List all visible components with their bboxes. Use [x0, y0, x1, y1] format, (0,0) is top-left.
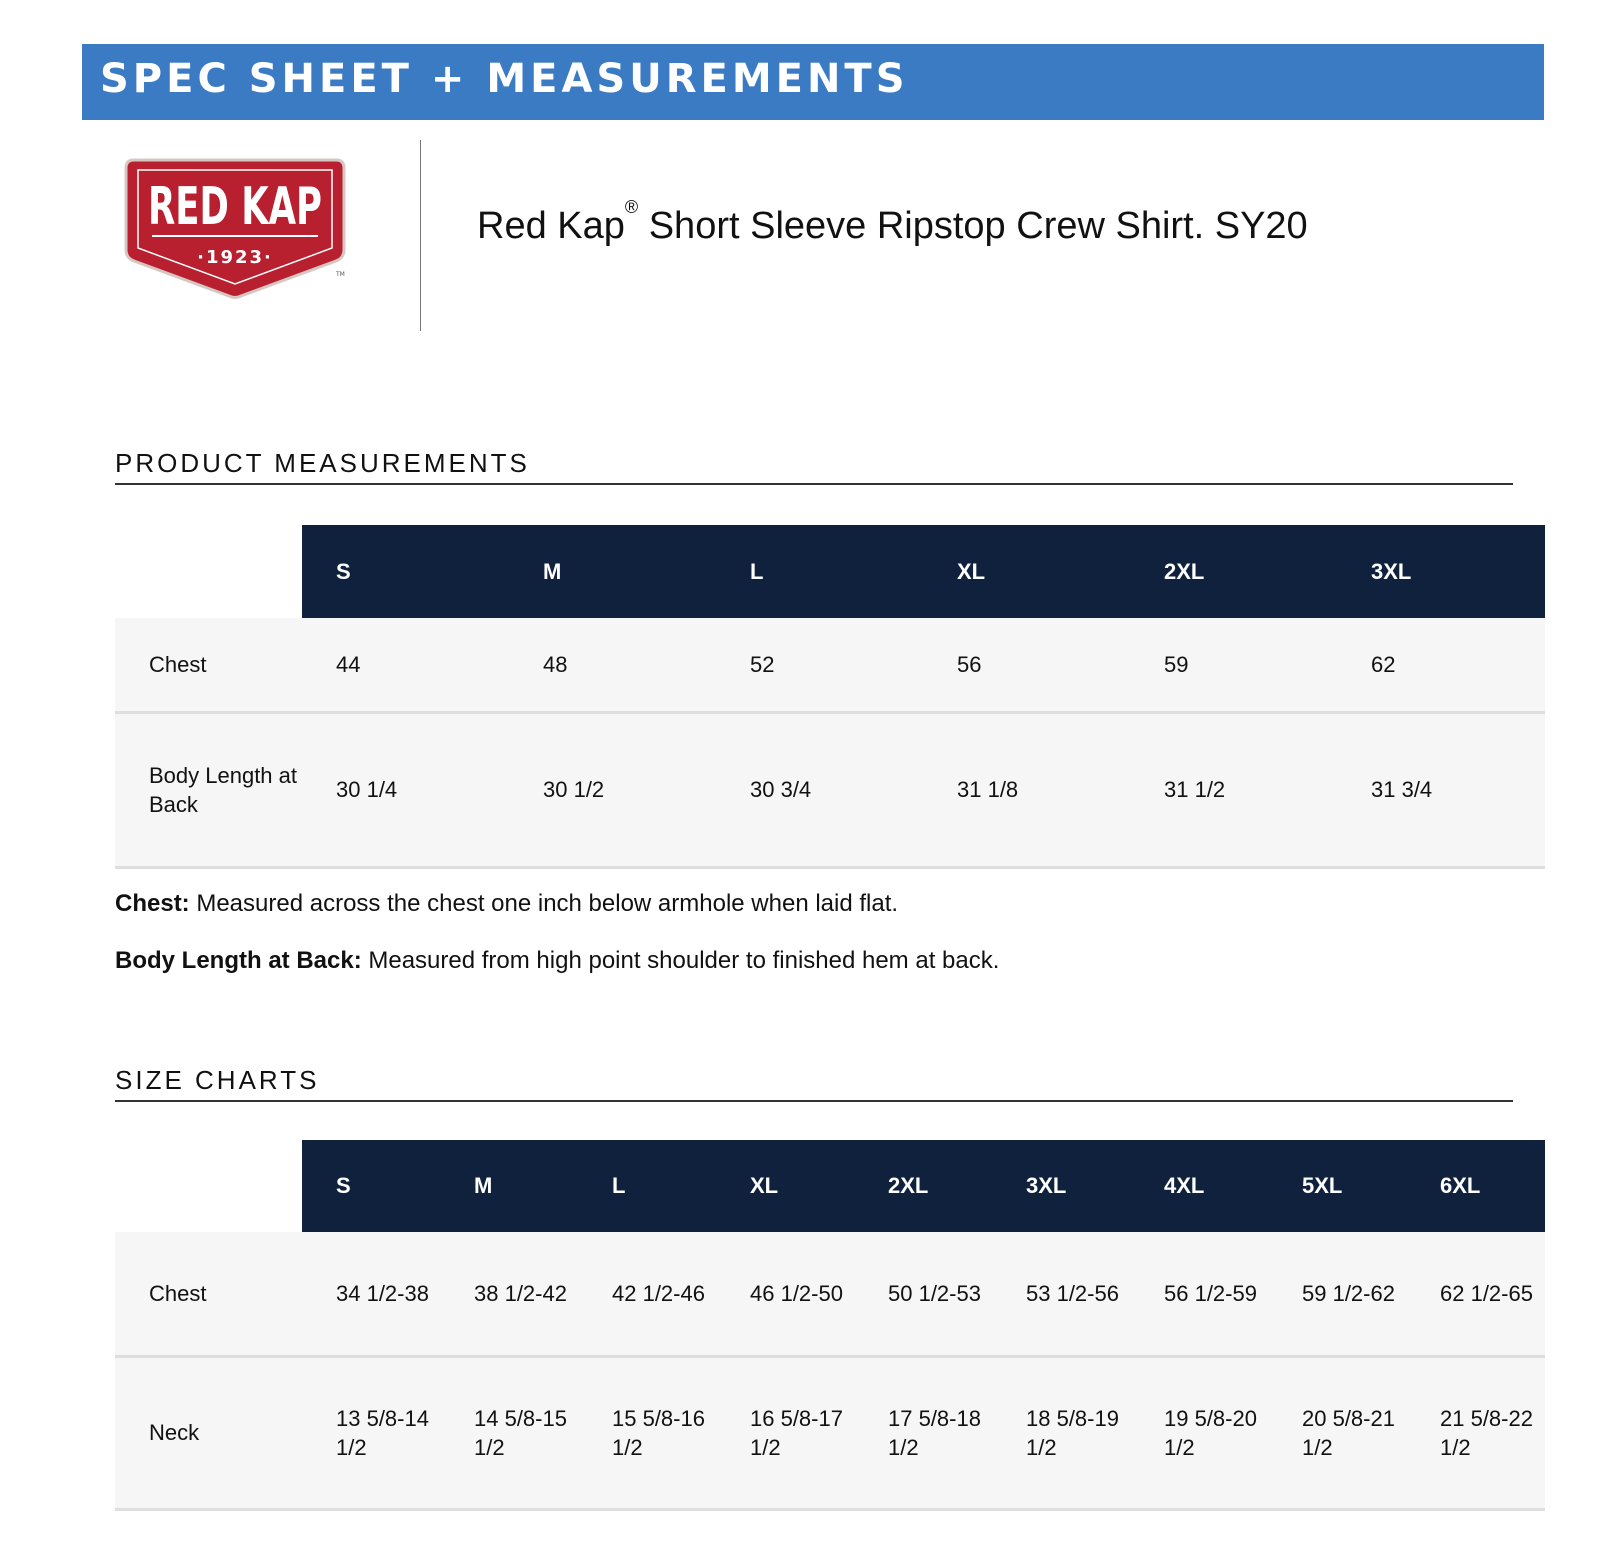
table-cell: 17 5/8-18 1/2: [854, 1356, 992, 1509]
banner-title: SPEC SHEET + MEASUREMENTS: [100, 56, 909, 102]
note-body-length: [115, 947, 1515, 975]
size-header-s: S: [302, 525, 509, 618]
table-cell: 53 1/2-56: [992, 1232, 1130, 1356]
table-header-row: [115, 1140, 1545, 1232]
header-corner: [115, 525, 302, 618]
note-text: Measured across the chest one inch below armhole when laid flat.: [189, 890, 899, 917]
note-chest: [115, 890, 1515, 918]
size-header-3xl: 3XL: [992, 1140, 1130, 1232]
table-cell: 30 1/4: [302, 712, 509, 867]
product-title: [477, 197, 1308, 248]
row-label-neck: Neck: [115, 1356, 302, 1509]
table-cell: 62: [1337, 618, 1545, 712]
product-measurements-table: [115, 525, 1545, 869]
red-kap-logo: [124, 158, 346, 302]
table-cell: 13 5/8-14 1/2: [302, 1356, 440, 1509]
table-cell: 31 3/4: [1337, 712, 1545, 867]
product-measurements-heading: PRODUCT MEASUREMENTS: [115, 448, 1513, 485]
size-header-xl: XL: [716, 1140, 854, 1232]
header-divider: [420, 140, 421, 331]
table-cell: 30 1/2: [509, 712, 716, 867]
table-row: [115, 1356, 1545, 1509]
row-label-chest: Chest: [115, 1232, 302, 1356]
table-header-row: [115, 525, 1545, 618]
table-cell: 59: [1130, 618, 1337, 712]
table-row: [115, 1232, 1545, 1356]
table-cell: 38 1/2-42: [440, 1232, 578, 1356]
note-text: Measured from high point shoulder to finished hem at back.: [361, 947, 1000, 974]
note-term: Chest:: [115, 890, 190, 917]
size-header-2xl: 2XL: [1130, 525, 1337, 618]
size-header-6xl: 6XL: [1406, 1140, 1545, 1232]
table-cell: 44: [302, 618, 509, 712]
size-header-m: M: [440, 1140, 578, 1232]
table-cell: 31 1/8: [923, 712, 1130, 867]
size-charts-table: [115, 1140, 1545, 1511]
table-cell: 62 1/2-65: [1406, 1232, 1545, 1356]
size-header-2xl: 2XL: [854, 1140, 992, 1232]
size-header-l: L: [716, 525, 923, 618]
table-cell: 48: [509, 618, 716, 712]
table-cell: 31 1/2: [1130, 712, 1337, 867]
svg-text:RED KAP: RED KAP: [148, 177, 322, 237]
size-charts-heading: SIZE CHARTS: [115, 1065, 1513, 1102]
size-header-xl: XL: [923, 525, 1130, 618]
note-term: Body Length at Back:: [115, 947, 362, 974]
size-header-5xl: 5XL: [1268, 1140, 1406, 1232]
table-cell: 50 1/2-53: [854, 1232, 992, 1356]
table-cell: 18 5/8-19 1/2: [992, 1356, 1130, 1509]
measurement-notes: [115, 890, 1515, 1004]
brand-name: Red Kap: [477, 205, 625, 247]
table-cell: 56: [923, 618, 1130, 712]
table-cell: 46 1/2-50: [716, 1232, 854, 1356]
table-cell: 19 5/8-20 1/2: [1130, 1356, 1268, 1509]
table-cell: 15 5/8-16 1/2: [578, 1356, 716, 1509]
row-label-chest: Chest: [115, 618, 302, 712]
table-cell: 20 5/8-21 1/2: [1268, 1356, 1406, 1509]
size-header-s: S: [302, 1140, 440, 1232]
table-row: [115, 712, 1545, 867]
size-header-l: L: [578, 1140, 716, 1232]
product-name: Short Sleeve Ripstop Crew Shirt. SY20: [638, 205, 1308, 247]
header-banner: [82, 44, 1544, 120]
table-cell: 14 5/8-15 1/2: [440, 1356, 578, 1509]
table-cell: 42 1/2-46: [578, 1232, 716, 1356]
row-label-body-length: Body Length at Back: [115, 712, 302, 867]
table-cell: 21 5/8-22 1/2: [1406, 1356, 1545, 1509]
table-cell: 30 3/4: [716, 712, 923, 867]
table-cell: 34 1/2-38: [302, 1232, 440, 1356]
table-row: [115, 618, 1545, 712]
size-header-4xl: 4XL: [1130, 1140, 1268, 1232]
svg-text:·1923·: ·1923·: [197, 247, 273, 268]
size-header-m: M: [509, 525, 716, 618]
size-header-3xl: 3XL: [1337, 525, 1545, 618]
table-cell: 56 1/2-59: [1130, 1232, 1268, 1356]
registered-mark: ®: [624, 197, 639, 217]
table-cell: 52: [716, 618, 923, 712]
svg-text:TM: TM: [336, 271, 345, 278]
table-cell: 59 1/2-62: [1268, 1232, 1406, 1356]
table-cell: 16 5/8-17 1/2: [716, 1356, 854, 1509]
header-corner: [115, 1140, 302, 1232]
